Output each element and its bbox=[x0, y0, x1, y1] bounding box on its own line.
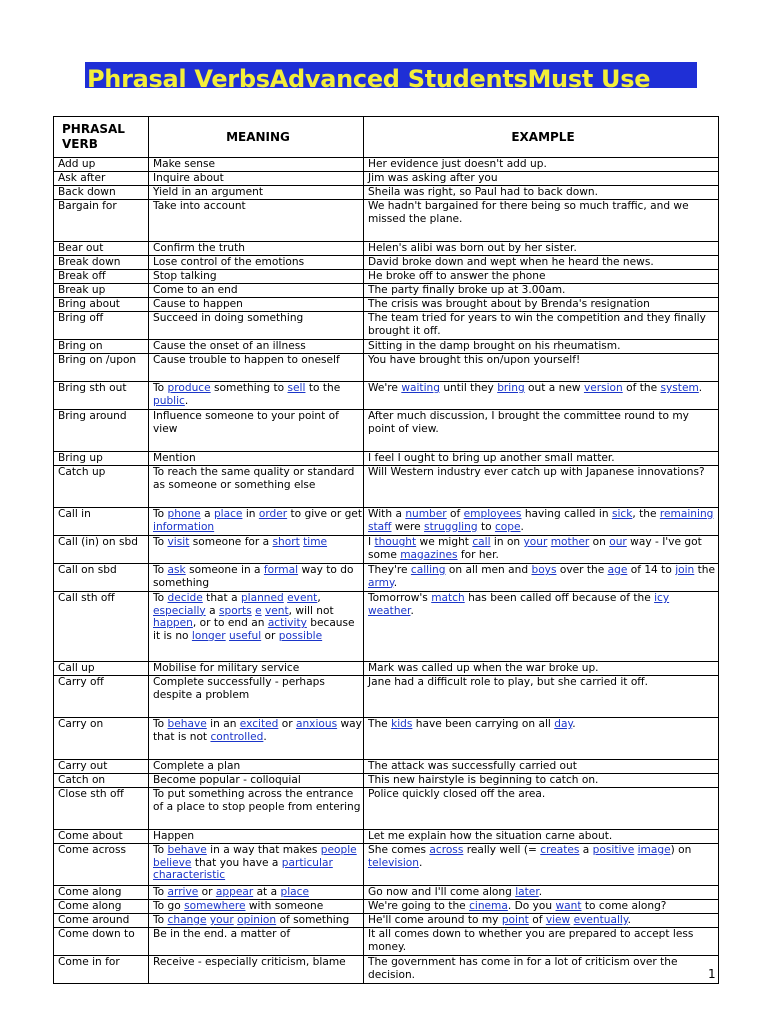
example-cell: Mark was called up when the war broke up. bbox=[364, 662, 719, 676]
table-row bbox=[54, 256, 719, 270]
example-cell: It all comes down to whether you are prepared to accept less money. bbox=[364, 928, 719, 956]
column-header-example: EXAMPLE bbox=[364, 117, 719, 158]
table-row bbox=[54, 718, 719, 760]
table-row bbox=[54, 900, 719, 914]
verb-cell: Bring off bbox=[54, 312, 149, 340]
dictionary-link[interactable]: call bbox=[472, 536, 491, 548]
meaning-cell: To decide that a planned event, especially a sports e vent, will not happen, or to end an activity because it is no longer useful or possible bbox=[149, 592, 364, 662]
dictionary-link[interactable]: planned bbox=[240, 592, 284, 604]
verb-cell: Close sth off bbox=[54, 788, 149, 830]
verb-cell: Bring on bbox=[54, 340, 149, 354]
example-cell: Police quickly closed off the area. bbox=[364, 788, 719, 830]
verb-cell: Bargain for bbox=[54, 200, 149, 242]
meaning-cell: Take into account bbox=[149, 200, 364, 242]
verb-cell: Bring on /upon bbox=[54, 354, 149, 382]
table-row bbox=[54, 956, 719, 984]
example-cell: Her evidence just doesn't add up. bbox=[364, 158, 719, 172]
table-row bbox=[54, 200, 719, 242]
dictionary-link[interactable]: employees bbox=[463, 508, 522, 520]
meaning-cell: Lose control of the emotions bbox=[149, 256, 364, 270]
dictionary-link[interactable]: anxious bbox=[295, 718, 338, 730]
meaning-cell: Stop talking bbox=[149, 270, 364, 284]
verb-cell: Bring around bbox=[54, 410, 149, 452]
table-row bbox=[54, 284, 719, 298]
meaning-cell: Mention bbox=[149, 452, 364, 466]
meaning-cell: Succeed in doing something bbox=[149, 312, 364, 340]
meaning-cell: Cause the onset of an illness bbox=[149, 340, 364, 354]
meaning-cell: To reach the same quality or standard as someone or something else bbox=[149, 466, 364, 508]
table-row bbox=[54, 242, 719, 256]
dictionary-link[interactable]: bring bbox=[497, 382, 525, 394]
table-row bbox=[54, 172, 719, 186]
table-row bbox=[54, 508, 719, 536]
page-number: 1 bbox=[708, 967, 716, 981]
dictionary-link[interactable]: longer bbox=[191, 629, 226, 642]
dictionary-link[interactable]: creates bbox=[540, 844, 580, 856]
verb-cell: Come along bbox=[54, 886, 149, 900]
dictionary-link[interactable]: across bbox=[429, 844, 464, 856]
table-row bbox=[54, 844, 719, 886]
dictionary-link[interactable]: information bbox=[153, 520, 215, 533]
table-row bbox=[54, 564, 719, 592]
meaning-cell: Happen bbox=[149, 830, 364, 844]
meaning-cell: Complete successfully - perhaps despite a problem bbox=[149, 676, 364, 718]
dictionary-link[interactable]: somewhere bbox=[184, 900, 246, 912]
dictionary-link[interactable]: vent bbox=[265, 604, 289, 617]
table-row bbox=[54, 340, 719, 354]
verb-cell: Call up bbox=[54, 662, 149, 676]
table-row bbox=[54, 382, 719, 410]
dictionary-link[interactable]: sell bbox=[287, 382, 306, 394]
dictionary-link[interactable]: sick bbox=[611, 508, 633, 520]
example-cell: We're going to the cinema. Do you want to come along? bbox=[364, 900, 719, 914]
dictionary-link[interactable]: later bbox=[515, 886, 539, 898]
example-cell: Jim was asking after you bbox=[364, 172, 719, 186]
meaning-cell: Come to an end bbox=[149, 284, 364, 298]
example-cell: Helen's alibi was born out by her sister. bbox=[364, 242, 719, 256]
verb-cell: Bring about bbox=[54, 298, 149, 312]
example-cell: We're waiting until they bring out a new version of the system. bbox=[364, 382, 719, 410]
verb-cell: Carry off bbox=[54, 676, 149, 718]
dictionary-link[interactable]: calling bbox=[410, 564, 446, 576]
dictionary-link[interactable]: age bbox=[607, 564, 628, 576]
dictionary-link[interactable]: phone bbox=[167, 508, 201, 520]
verb-cell: Come around bbox=[54, 914, 149, 928]
dictionary-link[interactable]: point bbox=[501, 914, 529, 926]
dictionary-link[interactable]: your bbox=[523, 536, 548, 548]
verb-cell: Add up bbox=[54, 158, 149, 172]
example-cell: They're calling on all men and boys over the age of 14 to join the army. bbox=[364, 564, 719, 592]
example-cell: Tomorrow's match has been called off because of the icy weather. bbox=[364, 592, 719, 662]
verb-cell: Call sth off bbox=[54, 592, 149, 662]
verb-cell: Back down bbox=[54, 186, 149, 200]
verb-cell: Bear out bbox=[54, 242, 149, 256]
dictionary-link[interactable]: image bbox=[637, 844, 671, 856]
dictionary-link[interactable]: waiting bbox=[401, 382, 440, 394]
dictionary-link[interactable]: our bbox=[609, 536, 627, 548]
example-cell: Let me explain how the situation carne about. bbox=[364, 830, 719, 844]
dictionary-link[interactable]: system bbox=[660, 382, 699, 394]
meaning-cell: To go somewhere with someone bbox=[149, 900, 364, 914]
table-row bbox=[54, 928, 719, 956]
meaning-cell: Cause to happen bbox=[149, 298, 364, 312]
dictionary-link[interactable]: boys bbox=[531, 564, 557, 576]
column-header-verb: PHRASAL VERB bbox=[54, 117, 149, 158]
dictionary-link[interactable]: join bbox=[675, 564, 695, 576]
example-cell: This new hairstyle is beginning to catch on. bbox=[364, 774, 719, 788]
meaning-cell: Yield in an argument bbox=[149, 186, 364, 200]
meaning-cell: To phone a place in order to give or get information bbox=[149, 508, 364, 536]
dictionary-link[interactable]: want bbox=[555, 900, 582, 912]
column-header-meaning: MEANING bbox=[149, 117, 364, 158]
dictionary-link[interactable]: excited bbox=[239, 718, 279, 730]
meaning-cell: Make sense bbox=[149, 158, 364, 172]
example-cell: David broke down and wept when he heard the news. bbox=[364, 256, 719, 270]
dictionary-link[interactable]: match bbox=[431, 592, 465, 604]
dictionary-link[interactable]: order bbox=[258, 508, 288, 520]
dictionary-link[interactable]: version bbox=[583, 382, 623, 394]
dictionary-link[interactable]: behave bbox=[167, 844, 207, 856]
dictionary-link[interactable]: ask bbox=[167, 564, 186, 576]
dictionary-link[interactable]: event bbox=[287, 592, 318, 604]
dictionary-link[interactable]: decide bbox=[167, 592, 203, 604]
verb-cell: Catch on bbox=[54, 774, 149, 788]
verb-cell: Break off bbox=[54, 270, 149, 284]
meaning-cell: To put something across the entrance of a place to stop people from entering bbox=[149, 788, 364, 830]
dictionary-link[interactable]: day bbox=[554, 718, 573, 730]
verb-cell: Call on sbd bbox=[54, 564, 149, 592]
dictionary-link[interactable]: controlled bbox=[210, 730, 264, 743]
table-row bbox=[54, 452, 719, 466]
dictionary-link[interactable]: appear bbox=[215, 886, 254, 898]
dictionary-link[interactable]: magazines bbox=[400, 548, 458, 561]
dictionary-link[interactable]: e bbox=[255, 604, 262, 617]
example-cell: The attack was successfully carried out bbox=[364, 760, 719, 774]
verb-cell: Come about bbox=[54, 830, 149, 844]
example-cell: You have brought this on/upon yourself! bbox=[364, 354, 719, 382]
example-cell: Will Western industry ever catch up with Japanese innovations? bbox=[364, 466, 719, 508]
dictionary-link[interactable]: your bbox=[209, 914, 234, 926]
example-cell: We hadn't bargained for there being so much traffic, and we missed the plane. bbox=[364, 200, 719, 242]
dictionary-link[interactable]: cope bbox=[494, 520, 521, 533]
example-cell: I feel I ought to bring up another small matter. bbox=[364, 452, 719, 466]
dictionary-link[interactable]: cinema bbox=[469, 900, 508, 912]
dictionary-link[interactable]: characteristic bbox=[153, 869, 226, 881]
dictionary-link[interactable]: place bbox=[213, 508, 243, 520]
table-row bbox=[54, 466, 719, 508]
table-row bbox=[54, 354, 719, 382]
example-cell: With a number of employees having called in sick, the remaining staff were struggling to cope. bbox=[364, 508, 719, 536]
example-cell: The crisis was brought about by Brenda's resignation bbox=[364, 298, 719, 312]
table-row bbox=[54, 914, 719, 928]
dictionary-link[interactable]: icy bbox=[654, 592, 670, 604]
dictionary-link[interactable]: staff bbox=[368, 520, 392, 533]
table-row bbox=[54, 760, 719, 774]
example-cell: Sitting in the damp brought on his rheumatism. bbox=[364, 340, 719, 354]
table-row bbox=[54, 536, 719, 564]
example-cell: After much discussion, I brought the committee round to my point of view. bbox=[364, 410, 719, 452]
dictionary-link[interactable]: short bbox=[272, 536, 300, 548]
dictionary-link[interactable]: positive bbox=[592, 844, 635, 856]
verb-cell: Carry on bbox=[54, 718, 149, 760]
verb-cell: Bring up bbox=[54, 452, 149, 466]
table-row bbox=[54, 886, 719, 900]
dictionary-link[interactable]: weather bbox=[368, 604, 411, 617]
verb-cell: Call (in) on sbd bbox=[54, 536, 149, 564]
verb-cell: Call in bbox=[54, 508, 149, 536]
example-cell: Sheila was right, so Paul had to back down. bbox=[364, 186, 719, 200]
table-row bbox=[54, 298, 719, 312]
meaning-cell: Receive - especially criticism, blame bbox=[149, 956, 364, 984]
verb-cell: Come along bbox=[54, 900, 149, 914]
dictionary-link[interactable]: time bbox=[303, 536, 328, 548]
meaning-cell: To visit someone for a short time bbox=[149, 536, 364, 564]
verb-cell: Catch up bbox=[54, 466, 149, 508]
dictionary-link[interactable]: happen bbox=[153, 617, 193, 629]
dictionary-link[interactable]: remaining bbox=[659, 508, 714, 520]
example-cell: The team tried for years to win the competition and they finally brought it off. bbox=[364, 312, 719, 340]
phrasal-verbs-table bbox=[53, 116, 719, 984]
meaning-cell: Cause trouble to happen to oneself bbox=[149, 354, 364, 382]
title-banner bbox=[85, 62, 697, 88]
dictionary-link[interactable]: struggling bbox=[424, 520, 478, 533]
table-row bbox=[54, 662, 719, 676]
dictionary-link[interactable]: behave bbox=[167, 718, 207, 730]
dictionary-link[interactable]: believe bbox=[153, 856, 192, 869]
dictionary-link[interactable]: possible bbox=[278, 629, 323, 642]
verb-cell: Break up bbox=[54, 284, 149, 298]
dictionary-link[interactable]: kids bbox=[391, 718, 413, 730]
meaning-cell: Confirm the truth bbox=[149, 242, 364, 256]
table-row bbox=[54, 830, 719, 844]
dictionary-link[interactable]: number bbox=[405, 508, 447, 520]
verb-cell: Bring sth out bbox=[54, 382, 149, 410]
dictionary-link[interactable]: opinion bbox=[237, 914, 277, 926]
example-cell: The party finally broke up at 3.00am. bbox=[364, 284, 719, 298]
dictionary-link[interactable]: useful bbox=[229, 629, 262, 642]
dictionary-link[interactable]: formal bbox=[263, 564, 299, 576]
meaning-cell: Complete a plan bbox=[149, 760, 364, 774]
dictionary-link[interactable]: place bbox=[280, 886, 309, 898]
dictionary-link[interactable]: produce bbox=[167, 382, 211, 394]
verb-cell: Come down to bbox=[54, 928, 149, 956]
table-row bbox=[54, 270, 719, 284]
example-cell: She comes across really well (= creates a positive image) on television. bbox=[364, 844, 719, 886]
dictionary-link[interactable]: visit bbox=[167, 536, 190, 548]
meaning-cell: Mobilise for military service bbox=[149, 662, 364, 676]
dictionary-link[interactable]: thought bbox=[374, 536, 417, 548]
dictionary-link[interactable]: army bbox=[368, 576, 394, 589]
document-title: Phrasal VerbsAdvanced StudentsMust Use bbox=[87, 65, 651, 88]
dictionary-link[interactable]: view bbox=[545, 914, 571, 926]
example-cell: The government has come in for a lot of criticism over the decision. bbox=[364, 956, 719, 984]
example-cell: Jane had a difficult role to play, but she carried it off. bbox=[364, 676, 719, 718]
meaning-cell: To behave in a way that makes people believe that you have a particular characteristic bbox=[149, 844, 364, 886]
table-row bbox=[54, 774, 719, 788]
meaning-cell: To arrive or appear at a place bbox=[149, 886, 364, 900]
table-row bbox=[54, 158, 719, 172]
dictionary-link[interactable]: particular bbox=[281, 856, 333, 869]
table-row bbox=[54, 592, 719, 662]
meaning-cell: To behave in an excited or anxious way that is not controlled. bbox=[149, 718, 364, 760]
dictionary-link[interactable]: television bbox=[368, 856, 420, 869]
dictionary-link[interactable]: activity bbox=[267, 617, 307, 629]
example-cell: The kids have been carrying on all day. bbox=[364, 718, 719, 760]
verb-cell: Ask after bbox=[54, 172, 149, 186]
dictionary-link[interactable]: mother bbox=[550, 536, 590, 548]
dictionary-link[interactable]: people bbox=[320, 844, 357, 856]
meaning-cell: To produce something to sell to the public. bbox=[149, 382, 364, 410]
example-cell: Go now and I'll come along later. bbox=[364, 886, 719, 900]
example-cell: I thought we might call in on your mother on our way - I've got some magazines for her. bbox=[364, 536, 719, 564]
meaning-cell: Influence someone to your point of view bbox=[149, 410, 364, 452]
table-row bbox=[54, 788, 719, 830]
dictionary-link[interactable]: change bbox=[167, 914, 207, 926]
table-row bbox=[54, 312, 719, 340]
example-cell: He'll come around to my point of view eventually. bbox=[364, 914, 719, 928]
table-row bbox=[54, 410, 719, 452]
dictionary-link[interactable]: especially bbox=[153, 604, 206, 617]
verb-cell: Come across bbox=[54, 844, 149, 886]
dictionary-link[interactable]: arrive bbox=[167, 886, 199, 898]
dictionary-link[interactable]: eventually bbox=[573, 914, 628, 926]
verb-cell: Break down bbox=[54, 256, 149, 270]
table-row bbox=[54, 186, 719, 200]
verb-cell: Carry out bbox=[54, 760, 149, 774]
meaning-cell: Become popular - colloquial bbox=[149, 774, 364, 788]
verb-cell: Come in for bbox=[54, 956, 149, 984]
meaning-cell: Inquire about bbox=[149, 172, 364, 186]
table-header-row bbox=[54, 117, 719, 158]
dictionary-link[interactable]: public bbox=[153, 394, 185, 407]
example-cell: He broke off to answer the phone bbox=[364, 270, 719, 284]
table-row bbox=[54, 676, 719, 718]
dictionary-link[interactable]: sports bbox=[218, 604, 252, 617]
meaning-cell: To change your opinion of something bbox=[149, 914, 364, 928]
meaning-cell: To ask someone in a formal way to do something bbox=[149, 564, 364, 592]
meaning-cell: Be in the end. a matter of bbox=[149, 928, 364, 956]
